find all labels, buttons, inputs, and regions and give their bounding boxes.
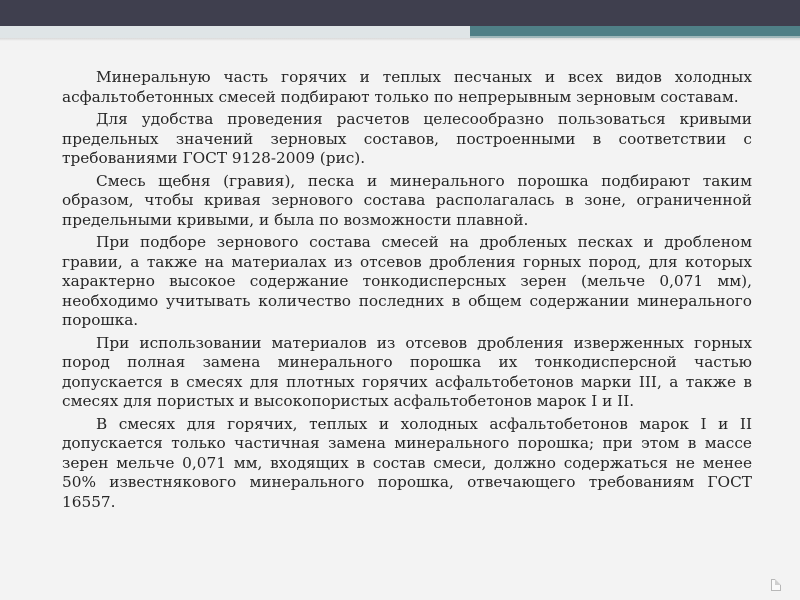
paragraph-1: Минеральную часть горячих и теплых песчаных и всех видов холодных асфальтобетонных смесей подбирают только по непрерывным зерновым составам. <box>62 68 752 106</box>
slide-body <box>62 68 752 515</box>
paragraph-5: При использовании материалов из отсевов дробления изверженных горных пород полная замена минерального порошка их тонкодисперсной частью допускается в смесях для плотных горячих асфальтобетонов марки III, а также в смесях для пористых и высокопористых асфальтобетонов марок I и II. <box>62 333 752 410</box>
page-icon <box>771 579 781 591</box>
header-shadow <box>0 38 800 41</box>
paragraph-4: При подборе зернового состава смесей на дробленых песках и дробленом гравии, а также на материалах из отсевов дробления горных пород, для которых характерно высокое содержание тонкодисперсных зерен (мельче 0,071 мм), необходимо учитывать количество последних в общем содержании минерального порошка. <box>62 233 752 329</box>
header-bar <box>0 0 800 26</box>
paragraph-6: В смесях для горячих, теплых и холодных асфальтобетонов марок I и II допускается только частичная замена минерального порошка; при этом в массе зерен мельче 0,071 мм, входящих в состав смеси, должно содержаться не менее 50% известнякового минерального порошка, отвечающего требованиям ГОСТ 16557. <box>62 414 752 511</box>
paragraph-2: Для удобства проведения расчетов целесообразно пользоваться кривыми предельных значений зерновых составов, построенными в соответствии с требованиями ГОСТ 9128-2009 (рис). <box>62 110 752 167</box>
paragraph-3: Смесь щебня (гравия), песка и минерального порошка подбирают таким образом, чтобы кривая зернового состава располагалась в зоне, ограниченной предельными кривыми, и была по возможности плавной. <box>62 171 752 229</box>
